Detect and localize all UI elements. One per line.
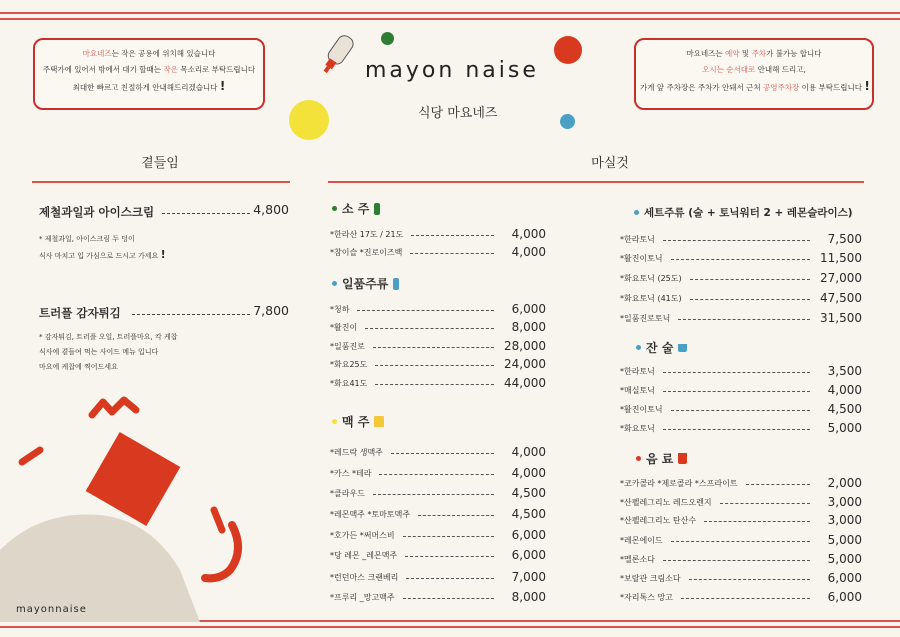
left-notice-line1: 마요네즈는 작은 공용에 위치해 있습니다 bbox=[82, 49, 216, 58]
menu-row: *보랄관 크림소다 6,000 bbox=[620, 571, 862, 585]
menu-row: *클라우드 4,500 bbox=[330, 486, 546, 500]
soju-bullet-icon bbox=[332, 206, 337, 211]
logo-text: mayon naise bbox=[365, 58, 539, 83]
sake-bottle-icon bbox=[393, 278, 399, 290]
menu-row: *화요토닉 5,000 bbox=[620, 421, 862, 435]
beer-mug-icon bbox=[374, 416, 384, 427]
mayo-bottle-icon bbox=[306, 30, 366, 90]
sake-bullet-icon bbox=[332, 281, 337, 286]
menu-row: *자리톡스 망고 6,000 bbox=[620, 590, 862, 604]
menu-row: *프루리 _망고맥주 8,000 bbox=[330, 590, 546, 604]
glass-bullet-icon bbox=[636, 345, 641, 350]
menu-row: *화요토닉 (41도) 47,500 bbox=[620, 291, 862, 305]
right-notice-box bbox=[634, 38, 874, 110]
top-border-line-2 bbox=[0, 18, 900, 20]
bottom-logo-text: mayonnaise bbox=[16, 604, 87, 615]
sides-title: 곁들임 bbox=[141, 156, 179, 171]
menu-row: *일품진로 28,000 bbox=[330, 339, 546, 353]
menu-row: *런던마스 크랜베리 7,000 bbox=[330, 570, 546, 584]
menu-row: *활진이토닉 4,500 bbox=[620, 402, 862, 416]
left-notice-line3: 최대한 빠르고 친절하게 안내해드리겠습니다 ! bbox=[72, 79, 226, 93]
glass-cup-icon bbox=[678, 344, 687, 352]
menu-row: *산펠레그리노 레드오렌지 3,000 bbox=[620, 495, 862, 509]
beer-category: 맥 주 bbox=[332, 413, 384, 430]
drinks-title: 마실것 bbox=[591, 156, 629, 171]
menu-row: *한라산 17도 / 21도 4,000 bbox=[330, 227, 546, 241]
menu-row: *레드락 생맥주 4,000 bbox=[330, 445, 546, 459]
menu-row: *한라토닉 3,500 bbox=[620, 364, 862, 378]
logo-subtitle: 식당 마요네즈 bbox=[418, 106, 498, 121]
menu-row: *산펠레그리노 탄산수 3,000 bbox=[620, 513, 862, 527]
side-item-price: 4,800 bbox=[253, 202, 289, 217]
top-border-line bbox=[0, 12, 900, 14]
side-item-desc: * 감자튀김, 트러플 오일, 트러플마요, 칵 케찹 식사에 곁들여 먹는 사이드 메뉴 입니다 마요에 케찹에 찍어드세요 bbox=[39, 333, 178, 371]
menu-row: *카스 *테라 4,000 bbox=[330, 466, 546, 480]
side-item-price: 7,800 bbox=[253, 303, 289, 318]
green-dot bbox=[381, 32, 394, 45]
red-dot bbox=[554, 36, 582, 64]
menu-row: *레몬에이드 5,000 bbox=[620, 533, 862, 547]
menu-row: *화요토닉 (25도) 27,000 bbox=[620, 271, 862, 285]
blue-dot bbox=[560, 114, 575, 129]
left-notice-box bbox=[33, 38, 265, 110]
side-item-name: 트러플 감자튀김 bbox=[39, 306, 121, 320]
soju-category: 소 주 bbox=[332, 200, 380, 217]
soft-cup-icon bbox=[678, 453, 687, 464]
menu-row: *화요25도 24,000 bbox=[330, 357, 546, 371]
drinks-divider bbox=[328, 181, 864, 183]
right-notice-line2: 오시는 순서대로 안내해 드리고, bbox=[702, 65, 806, 74]
menu-row: *호가든 *써머스비 6,000 bbox=[330, 528, 546, 542]
side-item-desc: * 제철과일, 아이스크림 두 덩이 식사 마치고 입 가심으로 드시고 가세요 ! bbox=[39, 235, 166, 261]
menu-row: *활진이토닉 11,500 bbox=[620, 251, 862, 265]
menu-row: *레몬맥주 *토마토맥주 4,500 bbox=[330, 507, 546, 521]
menu-row: *매실토닉 4,000 bbox=[620, 383, 862, 397]
soju-bottle-icon bbox=[374, 203, 380, 215]
menu-row: *화요41도 44,000 bbox=[330, 376, 546, 390]
glass-category: 잔 술 bbox=[636, 339, 687, 356]
sake-category: 일품주류 bbox=[332, 275, 399, 292]
menu-row: *한라토닉 7,500 bbox=[620, 232, 862, 246]
menu-row: *참이슬 *진로이즈백 4,000 bbox=[330, 245, 546, 259]
set-category: 세트주류 (술 + 토닉워터 2 + 레몬슬라이스) bbox=[634, 205, 853, 220]
side-item-name: 제철과일과 아이스크림 bbox=[39, 205, 155, 219]
right-notice-line3: 가게 앞 주차장은 주차가 안돼서 근처 공영주차장 이용 부탁드립니다 ! bbox=[640, 79, 870, 93]
soft-bullet-icon bbox=[636, 456, 641, 461]
menu-row: *청하 6,000 bbox=[330, 302, 546, 316]
bottom-border-line-2 bbox=[0, 626, 900, 628]
left-notice-line2: 주택가에 있어서 밖에서 대기 할때는 작은 목소리로 부탁드립니다 bbox=[42, 65, 256, 74]
beer-bullet-icon bbox=[332, 419, 337, 424]
menu-row: *멜론소다 5,000 bbox=[620, 552, 862, 566]
menu-row: *일품진로토닉 31,500 bbox=[620, 311, 862, 325]
right-notice-line1: 마요네즈는 예약 및 주차가 불가능 합니다 bbox=[686, 49, 822, 58]
menu-row: *코카콜라 *제로콜라 *스프라이트 2,000 bbox=[620, 476, 862, 490]
yellow-dot bbox=[289, 100, 329, 140]
mayo-bottle-illustration bbox=[0, 390, 260, 622]
sides-divider bbox=[32, 181, 290, 183]
soft-drink-category: 음 료 bbox=[636, 450, 687, 467]
menu-row: *당 레몬 _레몬맥주 6,000 bbox=[330, 548, 546, 562]
set-bullet-icon bbox=[634, 210, 639, 215]
menu-row: *활진이 8,000 bbox=[330, 320, 546, 334]
